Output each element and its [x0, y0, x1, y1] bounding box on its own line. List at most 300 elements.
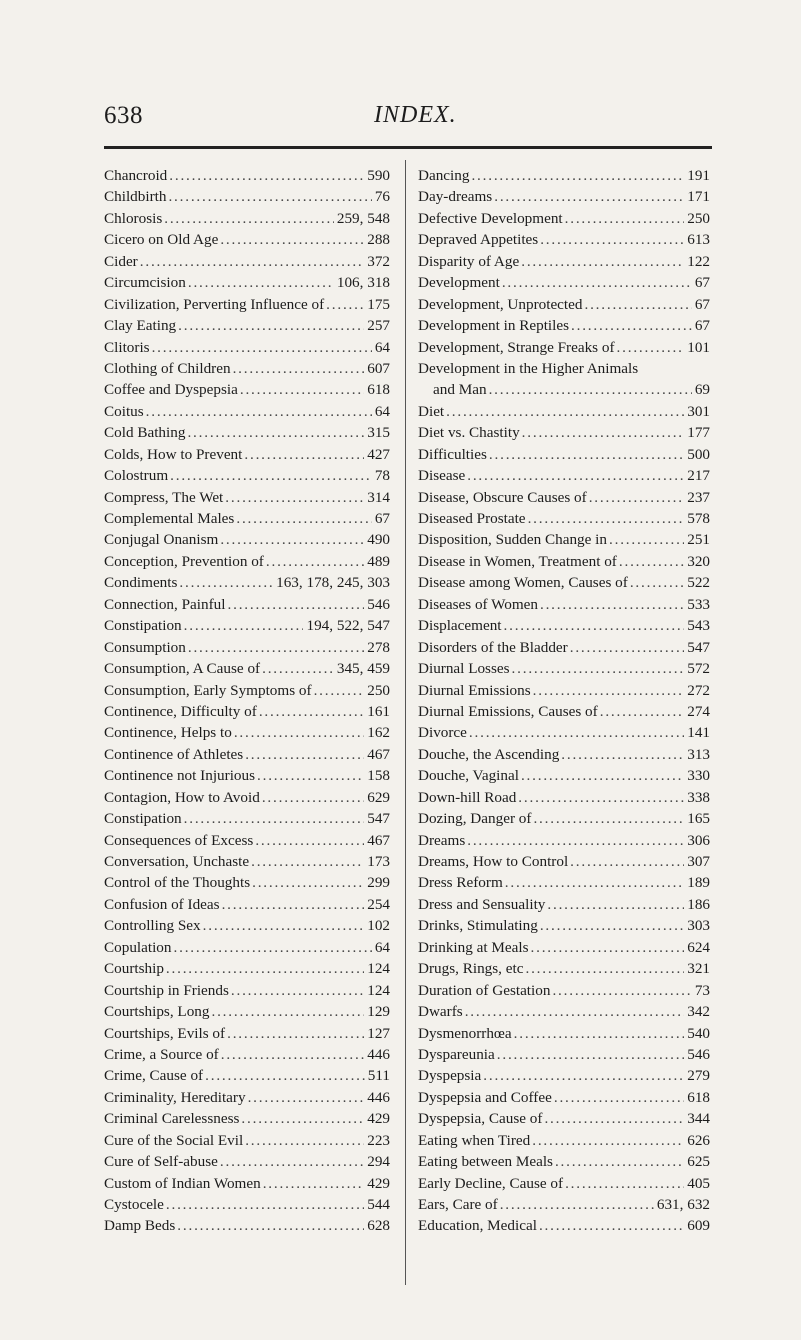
index-entry-leader [547, 894, 684, 915]
index-entry-term: Criminal Carelessness [104, 1110, 240, 1128]
index-entry-leader [521, 251, 684, 272]
index-entry [418, 594, 710, 615]
index-entry-leader [236, 508, 371, 529]
index-entry-pages: 489 [367, 552, 390, 570]
index-entry-term: Condiments [104, 574, 178, 592]
index-entry-term: Chancroid [104, 167, 168, 184]
index-entry [418, 958, 710, 979]
index-entry-leader [522, 422, 685, 443]
index-entry [104, 744, 390, 765]
index-entry-leader [532, 1130, 684, 1151]
index-entry [104, 851, 390, 872]
index-entry-term: Dyspepsia [418, 1067, 482, 1085]
index-entry [104, 379, 390, 400]
index-entry-term: Development, Strange Freaks of [418, 338, 615, 356]
index-column-right [418, 165, 710, 1237]
index-entry [104, 1044, 390, 1065]
index-entry-leader [565, 1173, 684, 1194]
index-entry [104, 422, 390, 443]
index-entry-leader [257, 765, 364, 786]
index-entry-term: Dress and Sensuality [418, 895, 546, 913]
index-entry-leader [166, 1194, 364, 1215]
index-entry-leader [233, 358, 365, 379]
index-entry [418, 358, 710, 379]
index-entry-pages: 257 [367, 317, 390, 335]
index-entry-leader [609, 529, 684, 550]
index-entry-term: Duration of Gestation [418, 981, 551, 999]
index-entry-term: Colostrum [104, 467, 169, 485]
index-entry-pages: 618 [687, 1088, 710, 1106]
index-entry [104, 401, 390, 422]
index-entry [104, 658, 390, 679]
index-entry-leader [169, 165, 364, 186]
index-entry [104, 637, 390, 658]
index-entry-leader [220, 229, 364, 250]
index-entry-leader [211, 1001, 364, 1022]
index-entry-leader [630, 572, 684, 593]
index-entry [104, 1087, 390, 1108]
index-entry [418, 251, 710, 272]
index-entry-leader [252, 872, 364, 893]
index-entry-pages: 278 [367, 638, 390, 656]
index-entry [418, 208, 710, 229]
index-entry-pages: 618 [367, 381, 390, 399]
index-entry [104, 551, 390, 572]
index-entry-term: Continence, Difficulty of [104, 702, 257, 720]
index-entry-pages: 446 [367, 1088, 390, 1106]
index-entry-term: Childbirth [104, 188, 167, 206]
index-entry-pages: 306 [687, 831, 710, 849]
index-entry-pages: 546 [687, 1045, 710, 1063]
index-entry [104, 229, 390, 250]
index-entry-pages: 124 [367, 981, 390, 999]
index-entry [418, 787, 710, 808]
index-entry [104, 165, 390, 186]
index-entry-leader [174, 937, 372, 958]
index-entry-pages: 191 [687, 167, 710, 184]
index-entry-term: Down-hill Road [418, 788, 517, 806]
index-entry-leader [187, 422, 364, 443]
index-entry [418, 337, 710, 358]
index-entry-term: Cure of Self-abuse [104, 1153, 218, 1171]
index-entry-pages: 609 [687, 1217, 710, 1235]
index-entry-pages: 165 [687, 810, 710, 828]
index-entry-term: Cure of the Social Evil [104, 1131, 244, 1149]
index-entry-pages: 446 [367, 1045, 390, 1063]
index-entry-leader [494, 186, 684, 207]
index-entry [418, 551, 710, 572]
index-entry [104, 1194, 390, 1215]
index-entry-term: Consumption, Early Symptoms of [104, 681, 312, 699]
index-entry-term: Difficulties [418, 445, 487, 463]
index-entry [104, 787, 390, 808]
index-entry-leader [483, 1065, 684, 1086]
index-entry [418, 294, 710, 315]
index-entry-term: Clothing of Children [104, 359, 231, 377]
index-entry-term: Chlorosis [104, 209, 163, 227]
index-entry-leader [228, 594, 365, 615]
index-entry-term: Constipation [104, 810, 182, 828]
index-entry-leader [504, 615, 685, 636]
index-entry-leader [617, 337, 685, 358]
index-entry-leader [533, 808, 684, 829]
index-entry [418, 744, 710, 765]
index-entry-pages: 500 [687, 445, 710, 463]
index-entry-leader [514, 1023, 685, 1044]
index-entry-leader [205, 1065, 365, 1086]
index-entry-pages: 251 [687, 531, 710, 549]
index-entry-term: Control of the Thoughts [104, 874, 251, 892]
index-entry-pages: 338 [687, 788, 710, 806]
index-entry-pages: 299 [367, 874, 390, 892]
index-entry [418, 1087, 710, 1108]
index-entry-leader [248, 1087, 365, 1108]
index-entry-term: Disparity of Age [418, 252, 520, 270]
index-entry [104, 1065, 390, 1086]
index-entry-leader [220, 529, 364, 550]
index-entry [418, 1130, 710, 1151]
index-entry-term: Education, Medical [418, 1217, 537, 1235]
index-entry-pages: 321 [687, 960, 710, 978]
index-entry-pages: 67 [374, 510, 390, 527]
index-entry-leader [225, 487, 364, 508]
index-entry-leader [540, 229, 684, 250]
index-entry-pages: 342 [687, 1003, 710, 1021]
index-entry-pages: 177 [687, 424, 710, 442]
index-entry-pages: 250 [687, 209, 710, 227]
index-entry-term: Development in the Higher Animals [418, 359, 639, 377]
index-entry-leader [244, 444, 364, 465]
index-entry-pages: 626 [687, 1131, 710, 1149]
index-entry-term: Continence, Helps to [104, 724, 232, 742]
index-entry-term: Cold Bathing [104, 424, 186, 442]
index-entry-pages: 544 [367, 1196, 390, 1213]
index-entry-leader [231, 980, 364, 1001]
index-entry [104, 701, 390, 722]
index-entry-leader [227, 1023, 364, 1044]
index-entry-leader [469, 722, 684, 743]
index-entry-leader [326, 294, 364, 315]
index-entry [418, 658, 710, 679]
index-entry-leader [184, 808, 365, 829]
index-entry-pages: 101 [687, 338, 710, 356]
index-entry-leader [571, 315, 692, 336]
index-entry-leader [251, 851, 364, 872]
index-entry-pages: 67 [694, 317, 710, 335]
index-entry-term: Divorce [418, 724, 467, 742]
index-entry [418, 765, 710, 786]
index-entry [104, 894, 390, 915]
index-entry-term: Courtships, Long [104, 1003, 210, 1021]
index-entry-leader [565, 208, 685, 229]
index-entry-term: Eating when Tired [418, 1131, 531, 1149]
index-entry-term: Conception, Prevention of [104, 552, 264, 570]
running-title: INDEX. [374, 102, 457, 128]
index-entry-term: and Man [433, 381, 487, 399]
index-entry [104, 358, 390, 379]
index-entry-term: Disease in Women, Treatment of [418, 552, 617, 570]
index-entry-term: Conversation, Unchaste [104, 853, 250, 870]
index-entry-leader [512, 658, 685, 679]
index-entry-leader [446, 401, 684, 422]
index-entry [418, 315, 710, 336]
index-entry-leader [146, 401, 372, 422]
index-entry-leader [203, 915, 365, 936]
index-entry-term: Custom of Indian Women [104, 1174, 261, 1192]
index-entry-term: Dyspepsia and Coffee [418, 1088, 552, 1106]
index-entry [104, 594, 390, 615]
index-entry [104, 1151, 390, 1172]
index-entry-pages: 629 [367, 788, 390, 806]
index-entry-pages: 427 [367, 445, 390, 463]
index-entry-term: Continence not Injurious [104, 767, 256, 785]
index-entry-leader [521, 765, 684, 786]
index-entry-leader [245, 1130, 364, 1151]
index-entry-leader [152, 337, 372, 358]
index-entry [418, 508, 710, 529]
index-entry [104, 186, 390, 207]
index-entry-term: Courtships, Evils of [104, 1024, 226, 1042]
index-entry-leader [525, 958, 684, 979]
index-entry-term: Criminality, Hereditary [104, 1088, 246, 1106]
index-entry-pages: 194, 522, 547 [306, 617, 390, 635]
index-entry-pages: 294 [367, 1153, 390, 1171]
index-entry-leader [465, 1001, 685, 1022]
index-entry-term: Controlling Sex [104, 917, 201, 935]
index-entry-leader [188, 637, 364, 658]
index-entry-pages: 162 [367, 724, 390, 742]
index-entry-term: Drinking at Meals [418, 938, 529, 956]
index-entry [418, 401, 710, 422]
index-entry [418, 915, 710, 936]
index-entry-leader [570, 851, 684, 872]
index-entry-term: Damp Beds [104, 1217, 176, 1235]
index-entry-pages: 76 [374, 188, 390, 206]
index-entry-term: Diurnal Losses [418, 660, 510, 678]
index-entry-pages: 274 [687, 702, 710, 720]
column-divider [405, 160, 406, 1285]
index-entry-pages: 64 [374, 338, 390, 356]
index-entry [104, 444, 390, 465]
index-entry [104, 272, 390, 293]
index-entry-pages: 320 [687, 552, 710, 570]
index-entry-term: Displacement [418, 617, 502, 635]
index-entry-pages: 467 [367, 745, 390, 763]
index-entry [104, 465, 390, 486]
index-entry-term: Civilization, Perverting Influence of [104, 295, 325, 313]
index-entry-pages: 546 [367, 595, 390, 613]
index-entry [104, 1108, 390, 1129]
index-entry [104, 1023, 390, 1044]
index-entry-leader [489, 379, 692, 400]
index-entry-term: Early Decline, Cause of [418, 1174, 564, 1192]
index-entry-term: Depraved Appetites [418, 231, 539, 249]
index-entry-pages: 217 [687, 467, 710, 485]
index-entry [104, 808, 390, 829]
index-entry-pages: 124 [367, 960, 390, 978]
index-entry [418, 872, 710, 893]
index-entry-pages: 624 [687, 938, 710, 956]
index-entry-term: Confusion of Ideas [104, 895, 220, 913]
index-entry-pages: 607 [367, 359, 390, 377]
index-entry-pages: 429 [367, 1174, 390, 1192]
index-entry [418, 851, 710, 872]
index-entry-leader [177, 1215, 364, 1236]
index-entry [104, 958, 390, 979]
index-entry-leader [552, 980, 691, 1001]
index-entry [418, 830, 710, 851]
index-entry-leader [544, 1108, 684, 1129]
index-entry [418, 529, 710, 550]
index-entry-pages: 578 [687, 510, 710, 527]
index-entry-leader [262, 658, 334, 679]
index-entry-term: Coitus [104, 402, 144, 420]
index-entry-term: Constipation [104, 617, 182, 635]
index-entry [104, 529, 390, 550]
index-entry-pages: 467 [367, 831, 390, 849]
index-entry-term: Clitoris [104, 338, 150, 356]
index-entry-leader [240, 379, 364, 400]
index-entry [104, 1173, 390, 1194]
index-entry [104, 508, 390, 529]
index-entry [104, 208, 390, 229]
index-entry-term: Compress, The Wet [104, 488, 224, 506]
index-entry [418, 444, 710, 465]
index-entry-pages: 141 [687, 724, 710, 742]
index-entry-leader [170, 465, 372, 486]
index-entry-leader [570, 637, 684, 658]
page-number: 638 [104, 102, 143, 129]
index-entry [104, 980, 390, 1001]
index-entry [104, 830, 390, 851]
index-entry [418, 1173, 710, 1194]
index-entry-pages: 175 [367, 295, 390, 313]
index-entry-leader [531, 937, 685, 958]
index-entry-pages: 78 [374, 467, 390, 485]
index-entry-pages: 279 [687, 1067, 710, 1085]
index-entry-pages: 171 [687, 188, 710, 206]
index-entry-term: Connection, Painful [104, 595, 226, 613]
index-entry [104, 337, 390, 358]
index-entry [104, 937, 390, 958]
index-entry [104, 487, 390, 508]
index-entry-leader [188, 272, 334, 293]
index-entry-term: Diseases of Women [418, 595, 538, 613]
index-entry [418, 894, 710, 915]
index-entry-term: Coffee and Dyspepsia [104, 381, 238, 399]
index-entry-pages: 272 [687, 681, 710, 699]
index-entry-term: Dyspareunia [418, 1045, 495, 1063]
index-entry-pages: 64 [374, 402, 390, 420]
index-entry-term: Consequences of Excess [104, 831, 254, 849]
index-entry-leader [561, 744, 684, 765]
index-entry [104, 1215, 390, 1236]
index-entry-leader [467, 465, 684, 486]
index-entry-pages: 628 [367, 1217, 390, 1235]
index-entry-term: Drinks, Stimulating [418, 917, 538, 935]
index-entry-term: Diseased Prostate [418, 510, 526, 527]
index-entry-leader [619, 551, 684, 572]
index-entry [418, 1023, 710, 1044]
index-entry-pages: 186 [687, 895, 710, 913]
index-entry [418, 808, 710, 829]
index-entry [418, 980, 710, 1001]
index-entry [418, 1151, 710, 1172]
index-entry-term: Disease among Women, Causes of [418, 574, 628, 592]
index-entry [418, 722, 710, 743]
index-entry-term: Dozing, Danger of [418, 810, 532, 828]
index-entry-term: Cicero on Old Age [104, 231, 219, 249]
index-entry-pages: 161 [367, 702, 390, 720]
index-entry [418, 572, 710, 593]
index-entry-term: Diet vs. Chastity [418, 424, 520, 442]
index-entry-leader [178, 315, 364, 336]
index-entry-term: Colds, How to Prevent [104, 445, 243, 463]
index-entry-pages: 127 [367, 1024, 390, 1042]
index-entry-term: Diurnal Emissions [418, 681, 531, 699]
index-entry [418, 422, 710, 443]
index-entry [418, 487, 710, 508]
index-entry-leader [222, 894, 365, 915]
index-entry-pages: 301 [687, 402, 710, 420]
index-entry [104, 1001, 390, 1022]
index-entry-leader [255, 830, 364, 851]
index-entry-pages: 547 [367, 810, 390, 828]
index-entry-leader [489, 444, 684, 465]
index-entry-leader [528, 508, 685, 529]
index-entry-leader [555, 1151, 684, 1172]
index-entry-leader [263, 1173, 365, 1194]
index-entry [104, 251, 390, 272]
index-entry-term: Dreams [418, 831, 466, 849]
index-entry [418, 680, 710, 701]
index-entry-pages: 314 [367, 488, 390, 506]
index-entry-term: Cider [104, 252, 138, 270]
index-entry [104, 680, 390, 701]
index-entry [418, 615, 710, 636]
index-entry-pages: 106, 318 [336, 274, 390, 292]
index-column-left [104, 165, 390, 1237]
index-entry-leader [140, 251, 364, 272]
index-entry-pages: 315 [367, 424, 390, 442]
index-entry-term: Development [418, 274, 500, 292]
index-entry-pages: 73 [694, 981, 710, 999]
index-entry-pages: 625 [687, 1153, 710, 1171]
index-entry [104, 722, 390, 743]
index-entry [418, 1108, 710, 1129]
index-entry-term: Cystocele [104, 1196, 164, 1213]
index-entry-leader [259, 701, 364, 722]
index-entry-leader [262, 787, 364, 808]
index-entry [418, 229, 710, 250]
index-entry-term: Disease [418, 467, 466, 485]
index-entry [418, 937, 710, 958]
index-entry-term: Disposition, Sudden Change in [418, 531, 607, 549]
index-entry-leader [168, 186, 371, 207]
index-entry [418, 1044, 710, 1065]
index-entry-term: Complemental Males [104, 510, 235, 527]
index-entry-pages: 189 [687, 874, 710, 892]
index-entry [418, 465, 710, 486]
index-entry-pages: 173 [367, 853, 390, 870]
index-entry-leader [554, 1087, 684, 1108]
index-entry-term: Dyspepsia, Cause of [418, 1110, 543, 1128]
index-entry-pages: 122 [687, 252, 710, 270]
index-entry-pages: 490 [367, 531, 390, 549]
index-entry-pages: 307 [687, 853, 710, 870]
index-entry-pages: 313 [687, 745, 710, 763]
index-entry-leader [184, 615, 304, 636]
